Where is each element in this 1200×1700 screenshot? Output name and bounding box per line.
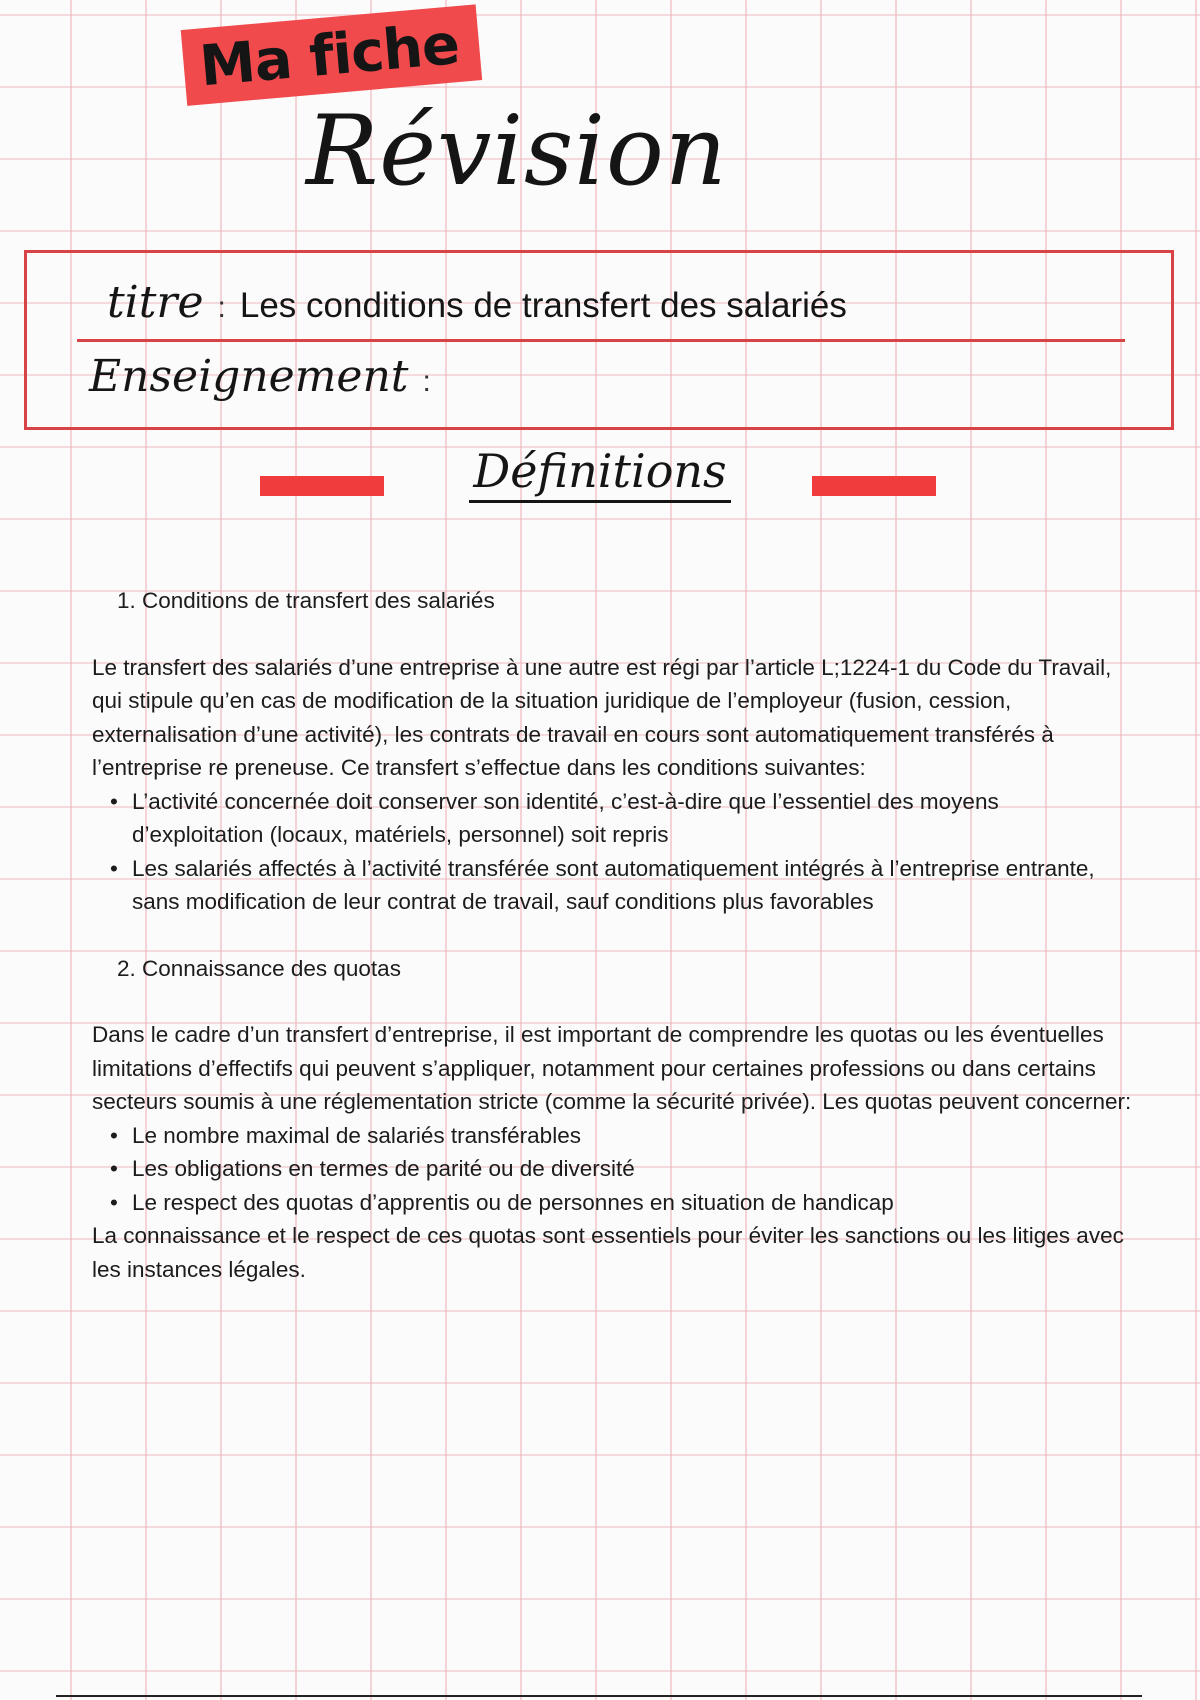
list-item: • Les obligations en termes de parité ou de diversité <box>132 1152 1132 1186</box>
section-1-bullets <box>92 785 1132 919</box>
teaching-separator: : <box>422 365 431 398</box>
list-item: • Les salariés affectés à l’activité transférée sont automatiquement intégrés à l’entreprise entrante, sans modification de leur contrat de travail, sauf conditions plus favorables <box>132 852 1132 919</box>
content <box>92 584 1132 1286</box>
section-2-paragraph: Dans le cadre d’un transfert d’entreprise, il est important de comprendre les quotas ou les éventuelles limitations d’effectifs qui peuvent s’appliquer, notamment pour certaines professions ou dans certains secteurs soumis à une réglementation stricte (comme la sécurité privée). Les quotas peuvent concerner: <box>92 1022 1132 1114</box>
list-item: • Le respect des quotas d’apprentis ou de personnes en situation de handicap <box>132 1186 1132 1220</box>
revision-title: Révision <box>306 95 728 207</box>
title-value: Les conditions de transfert des salariés <box>239 286 847 325</box>
info-box <box>24 250 1174 430</box>
info-box-divider <box>77 339 1125 342</box>
title-row <box>107 277 847 328</box>
definitions-title-text: Définitions <box>469 444 730 503</box>
red-bar-right <box>812 476 936 496</box>
bottom-rule <box>56 1695 1142 1697</box>
definitions-title <box>0 444 1200 498</box>
ma-fiche-badge: Ma fiche <box>181 4 482 105</box>
section-spacer <box>92 919 1132 952</box>
list-item: • Le nombre maximal de salariés transférables <box>132 1119 1132 1153</box>
title-label: titre <box>107 277 204 328</box>
section-1-paragraph: Le transfert des salariés d’une entreprise à une autre est régi par l’article L;1224-1 du Code du Travail, qui stipule qu’en cas de modification de la situation juridique de l’employeur (fusion, cession, externalisation d’une activité), les contrats de travail en cours sont automatiquement transférés à l’entreprise re preneuse. Ce transfert s’effectue dans les conditions suivantes: <box>92 654 1112 780</box>
teaching-row <box>89 351 431 402</box>
section-2-closing: La connaissance et le respect de ces quotas sont essentiels pour éviter les sanctions ou les litiges avec les instances légales. <box>92 1223 1124 1282</box>
definitions-heading <box>0 444 1200 524</box>
section-2-heading: 2. Connaissance des quotas <box>117 955 401 981</box>
teaching-label: Enseignement <box>89 351 409 402</box>
section-2-bullets <box>92 1119 1132 1220</box>
title-separator: : <box>217 291 226 324</box>
section-1-heading: 1. Conditions de transfert des salariés <box>117 588 495 613</box>
list-item: • L’activité concernée doit conserver son identité, c’est-à-dire que l’essentiel des moyens d’exploitation (locaux, matériels, personnel) soit repris <box>132 785 1132 852</box>
